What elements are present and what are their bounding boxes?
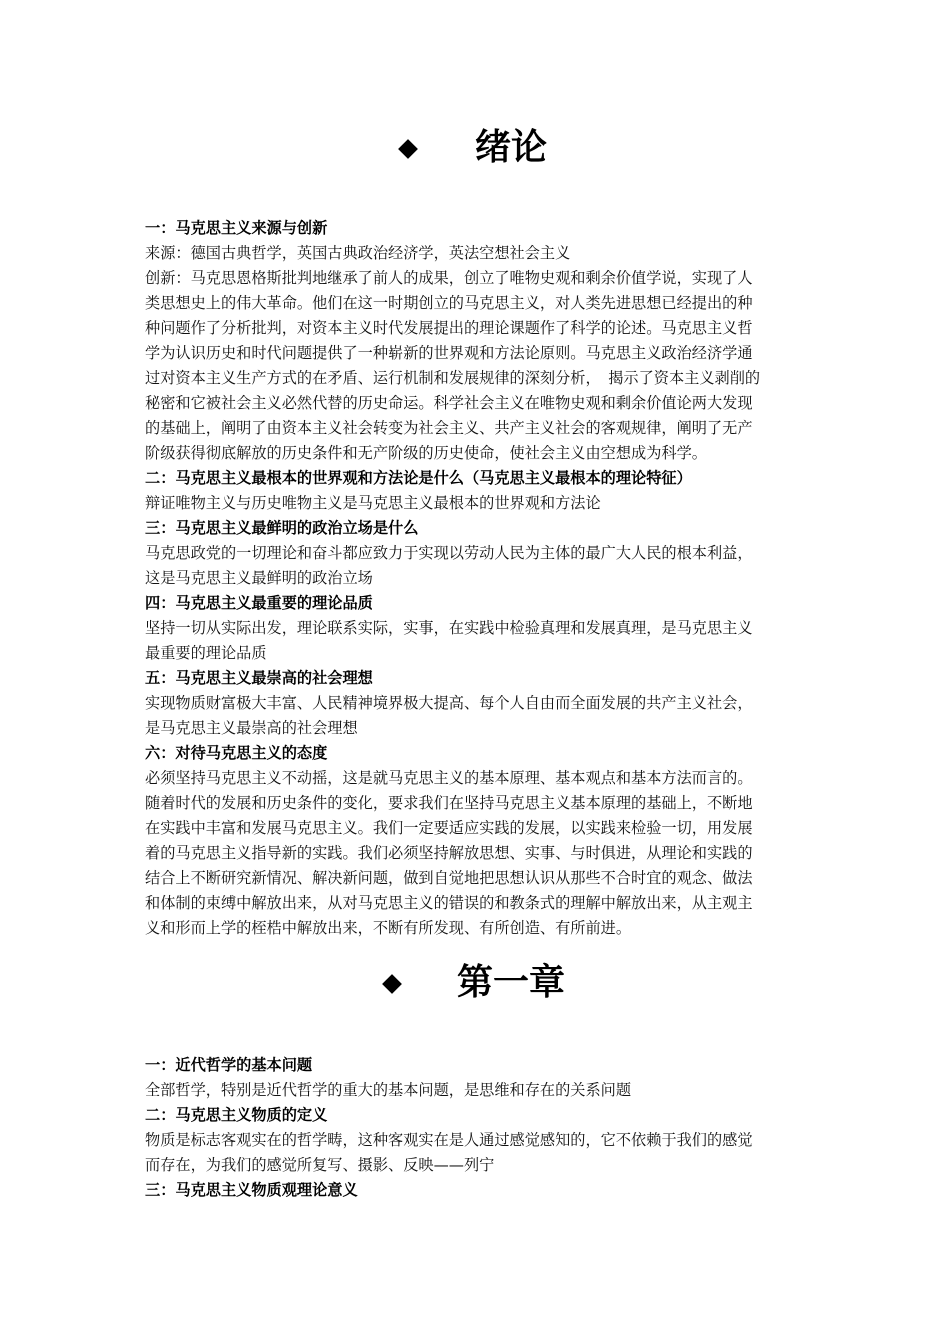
paragraph-line: 最重要的理论品质	[145, 644, 267, 662]
section-heading: 三：马克思主义物质观理论意义	[145, 1181, 358, 1199]
paragraph-line: 阶级获得彻底解放的历史条件和无产阶级的历史使命，使社会主义由空想成为科学。	[145, 444, 707, 462]
paragraph-line: 的基础上，阐明了由资本主义社会转变为社会主义、共产主义社会的客观规律，阐明了无产	[145, 419, 753, 437]
paragraph-line: 而存在，为我们的感觉所复写、摄影、反映——列宁	[145, 1156, 495, 1174]
intro-section	[145, 216, 825, 941]
section-heading: 二：马克思主义物质的定义	[145, 1106, 328, 1124]
diamond-bullet-icon	[382, 974, 402, 994]
paragraph-line: 类思想史上的伟大革命。他们在这一时期创立的马克思主义，对人类先进思想已经提出的种	[145, 294, 753, 312]
section-heading: 六：对待马克思主义的态度	[145, 744, 328, 762]
paragraph-line: 义和形而上学的桎梏中解放出来，不断有所发现、有所创造、有所前进。	[145, 919, 631, 937]
paragraph-line: 创新：马克思恩格斯批判地继承了前人的成果，创立了唯物史观和剩余价值学说，实现了人	[145, 269, 753, 287]
paragraph-line: 过对资本主义生产方式的在矛盾、运行机制和发展规律的深刻分析， 揭示了资本主义剥削的	[145, 369, 761, 387]
chapter-heading-intro	[0, 126, 950, 186]
paragraph-line: 是马克思主义最崇高的社会理想	[145, 719, 358, 737]
chapter-heading-ch1	[0, 961, 950, 1021]
paragraph-line: 马克思政党的一切理论和奋斗都应致力于实现以劳动人民为主体的最广大人民的根本利益，	[145, 544, 753, 562]
chapter1-section	[145, 1053, 825, 1203]
paragraph-line: 随着时代的发展和历史条件的变化，要求我们在坚持马克思主义基本原理的基础上，不断地	[145, 794, 753, 812]
paragraph-line: 和体制的束缚中解放出来，从对马克思主义的错误的和教条式的理解中解放出来，从主观主	[145, 894, 753, 912]
section-heading: 三：马克思主义最鲜明的政治立场是什么	[145, 519, 419, 537]
paragraph-line: 实现物质财富极大丰富、人民精神境界极大提高、每个人自由而全面发展的共产主义社会，	[145, 694, 753, 712]
paragraph-line: 坚持一切从实际出发，理论联系实际，实事，在实践中检验真理和发展真理，是马克思主义	[145, 619, 753, 637]
paragraph-line: 这是马克思主义最鲜明的政治立场	[145, 569, 373, 587]
paragraph-line: 结合上不断研究新情况、解决新问题，做到自觉地把思想认识从那些不合时宜的观念、做法	[145, 869, 753, 887]
paragraph-line: 秘密和它被社会主义必然代替的历史命运。科学社会主义在唯物史观和剩余价值论两大发现	[145, 394, 753, 412]
paragraph-line: 辩证唯物主义与历史唯物主义是马克思主义最根本的世界观和方法论	[145, 494, 601, 512]
section-heading: 五：马克思主义最崇高的社会理想	[145, 669, 373, 687]
paragraph-line: 种问题作了分析批判，对资本主义时代发展提出的理论课题作了科学的论述。马克思主义哲	[145, 319, 753, 337]
paragraph-line: 学为认识历史和时代问题提供了一种崭新的世界观和方法论原则。马克思主义政治经济学通	[145, 344, 753, 362]
section-heading: 一：近代哲学的基本问题	[145, 1056, 313, 1074]
paragraph-line: 全部哲学，特别是近代哲学的重大的基本问题，是思维和存在的关系问题	[145, 1081, 631, 1099]
paragraph-line: 物质是标志客观实在的哲学畴，这种客观实在是人通过感觉感知的，它不依赖于我们的感觉	[145, 1131, 753, 1149]
diamond-bullet-icon	[398, 139, 418, 159]
paragraph-line: 在实践中丰富和发展马克思主义。我们一定要适应实践的发展，以实践来检验一切，用发展	[145, 819, 753, 837]
section-heading: 四：马克思主义最重要的理论品质	[145, 594, 373, 612]
chapter-title: 绪论	[475, 127, 548, 168]
paragraph-line: 必须坚持马克思主义不动摇，这是就马克思主义的基本原理、基本观点和基本方法而言的。	[145, 769, 753, 787]
section-heading: 二：马克思主义最根本的世界观和方法论是什么（马克思主义最根本的理论特征）	[145, 469, 692, 487]
chapter-title: 第一章	[457, 962, 566, 1003]
section-heading: 一：马克思主义来源与创新	[145, 219, 328, 237]
paragraph-line: 着的马克思主义指导新的实践。我们必须坚持解放思想、实事、与时俱进，从理论和实践的	[145, 844, 753, 862]
paragraph-line: 来源：德国古典哲学，英国古典政治经济学，英法空想社会主义	[145, 244, 571, 262]
